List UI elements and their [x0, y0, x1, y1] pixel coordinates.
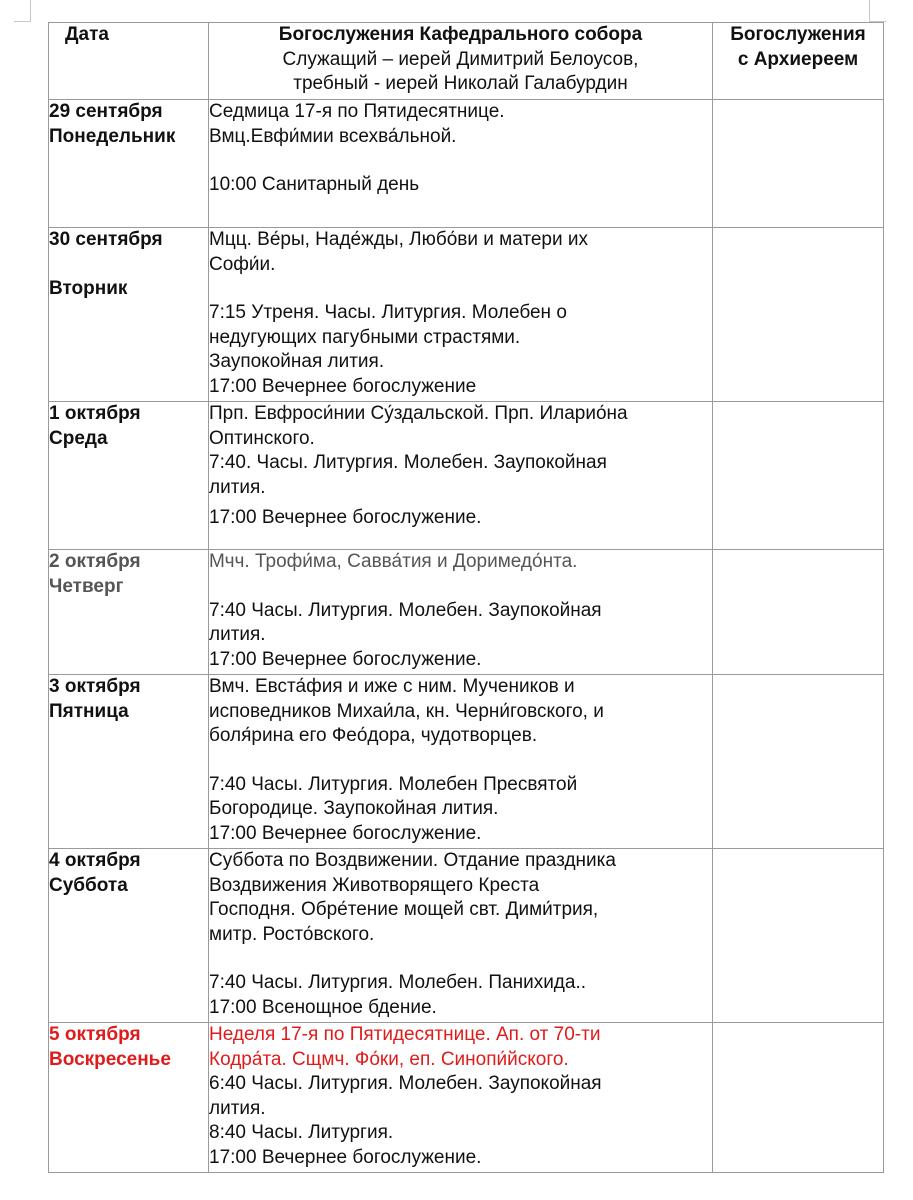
service-cell: [209, 849, 713, 1023]
cathedral-treb-priest: требный - иерей Николай Галабурдин: [293, 73, 628, 94]
feast-line: Господня. Обре́тение мощей свт. Дими́трия,: [209, 899, 599, 920]
service-line: 8:40 Часы. Литургия.: [209, 1122, 394, 1143]
service-line: Заупокойная лития.: [209, 351, 385, 372]
date-cell: [49, 100, 209, 228]
date-cell: [49, 228, 209, 402]
service-line: 17:00 Вечернее богослужение.: [209, 648, 482, 670]
weekday-text: Воскресенье: [49, 1048, 171, 1070]
table-row: [49, 550, 884, 675]
feast-line: Неделя 17-я по Пятидесятнице. Ап. от 70-ти: [209, 1024, 601, 1045]
date-cell: [49, 675, 209, 849]
service-line: 17:00 Вечернее богослужение.: [209, 1146, 482, 1168]
bishop-header-line: Богослужения: [730, 24, 866, 45]
service-line: 17:00 Вечернее богослужение.: [209, 822, 482, 844]
weekday-text: Четверг: [49, 575, 124, 597]
date-cell: [49, 1023, 209, 1173]
date-text: 29 сентября: [49, 101, 163, 122]
service-cell: [209, 228, 713, 402]
service-cell: [209, 550, 713, 675]
feast-line: Вмч. Евста́фия и иже с ним. Мучеников и: [209, 676, 575, 697]
page-corner-mark: [14, 21, 31, 22]
feast-line: исповедников Михаи́ла, кн. Черни́говского, и: [209, 700, 604, 722]
date-cell: [49, 849, 209, 1023]
feast-line: Мцц. Ве́ры, Наде́жды, Любо́ви и матери их: [209, 229, 589, 250]
bishop-cell: [713, 1023, 884, 1173]
page-corner-mark: [869, 0, 870, 22]
weekday-text: Пятница: [49, 700, 129, 722]
cathedral-column-header: [209, 23, 713, 100]
service-line: 7:40 Часы. Литургия. Молебен. Заупокойная: [209, 599, 602, 621]
service-line: Богородице. Заупокойная лития.: [209, 798, 499, 819]
date-text: 30 сентября: [49, 229, 163, 250]
service-line: 7:40 Часы. Литургия. Молебен. Панихида..: [209, 972, 587, 993]
service-line: 17:00 Вечернее богослужение: [209, 375, 477, 397]
service-line: лития.: [209, 1097, 266, 1119]
service-line: 7:40. Часы. Литургия. Молебен. Заупокойная: [209, 452, 607, 473]
schedule-table: [48, 22, 884, 1173]
service-line: 10:00 Санитарный день: [209, 174, 420, 195]
date-text: 2 октября: [49, 551, 141, 572]
feast-line: Кодра́та. Сщмч. Фо́ки, еп. Синопи́йского.: [209, 1048, 569, 1070]
date-text: 5 октября: [49, 1024, 141, 1045]
bishop-cell: [713, 849, 884, 1023]
page-corner-mark: [30, 0, 31, 22]
feast-line: Вмц.Евфи́мии всехва́льной.: [209, 125, 457, 147]
feast-line: митр. Росто́вского.: [209, 923, 375, 945]
table-row: [49, 1023, 884, 1173]
service-line: лития.: [209, 624, 266, 645]
weekday-text: Среда: [49, 427, 108, 449]
table-row: [49, 675, 884, 849]
bishop-cell: [713, 228, 884, 402]
service-line: 7:15 Утреня. Часы. Литургия. Молебен о: [209, 302, 567, 323]
table-header-row: [49, 23, 884, 100]
service-line: 7:40 Часы. Литургия. Молебен Пресвятой: [209, 773, 578, 795]
date-text: 4 октября: [49, 850, 141, 871]
feast-line: Воздвижения Животворящего Креста: [209, 874, 540, 896]
service-cell: [209, 100, 713, 228]
weekday-text: Вторник: [49, 277, 128, 299]
feast-line: боля́рина его Фео́дора, чудотворцев.: [209, 725, 538, 746]
feast-line: Седмица 17-я по Пятидесятнице.: [209, 101, 505, 122]
date-cell: [49, 402, 209, 550]
cathedral-title: Богослужения Кафедрального собора: [278, 24, 643, 45]
service-line: недугующих пагубными страстями.: [209, 326, 521, 348]
service-cell: [209, 402, 713, 550]
service-line: лития.: [209, 476, 266, 498]
bishop-cell: [713, 550, 884, 675]
bishop-header-line: с Архиереем: [737, 48, 859, 70]
service-line: 17:00 Вечернее богослужение.: [209, 507, 482, 528]
feast-line: Оптинского.: [209, 427, 315, 449]
weekday-text: Суббота: [49, 874, 128, 896]
feast-line: Мчч. Трофи́ма, Савва́тия и Доримедо́нта.: [209, 551, 578, 572]
bishop-cell: [713, 675, 884, 849]
feast-line: Прп. Евфроси́нии Су́здальской. Прп. Иларио́на: [209, 403, 628, 424]
bishop-cell: [713, 402, 884, 550]
table-row: [49, 100, 884, 228]
date-column-header: Дата: [49, 23, 209, 100]
service-cell: [209, 675, 713, 849]
table-row: [49, 402, 884, 550]
date-text: 1 октября: [49, 403, 141, 424]
feast-line: Софи́и.: [209, 253, 276, 275]
service-line: 6:40 Часы. Литургия. Молебен. Заупокойная: [209, 1073, 602, 1094]
table-row: [49, 228, 884, 402]
table-row: [49, 849, 884, 1023]
cathedral-priest: Служащий – иерей Димитрий Белоусов,: [282, 48, 639, 70]
bishop-column-header: [713, 23, 884, 100]
service-cell: [209, 1023, 713, 1173]
feast-line: Суббота по Воздвижении. Отдание праздника: [209, 850, 616, 871]
weekday-text: Понедельник: [49, 125, 176, 147]
date-cell: [49, 550, 209, 675]
date-text: 3 октября: [49, 676, 141, 697]
service-line: 17:00 Всенощное бдение.: [209, 996, 437, 1018]
bishop-cell: [713, 100, 884, 228]
